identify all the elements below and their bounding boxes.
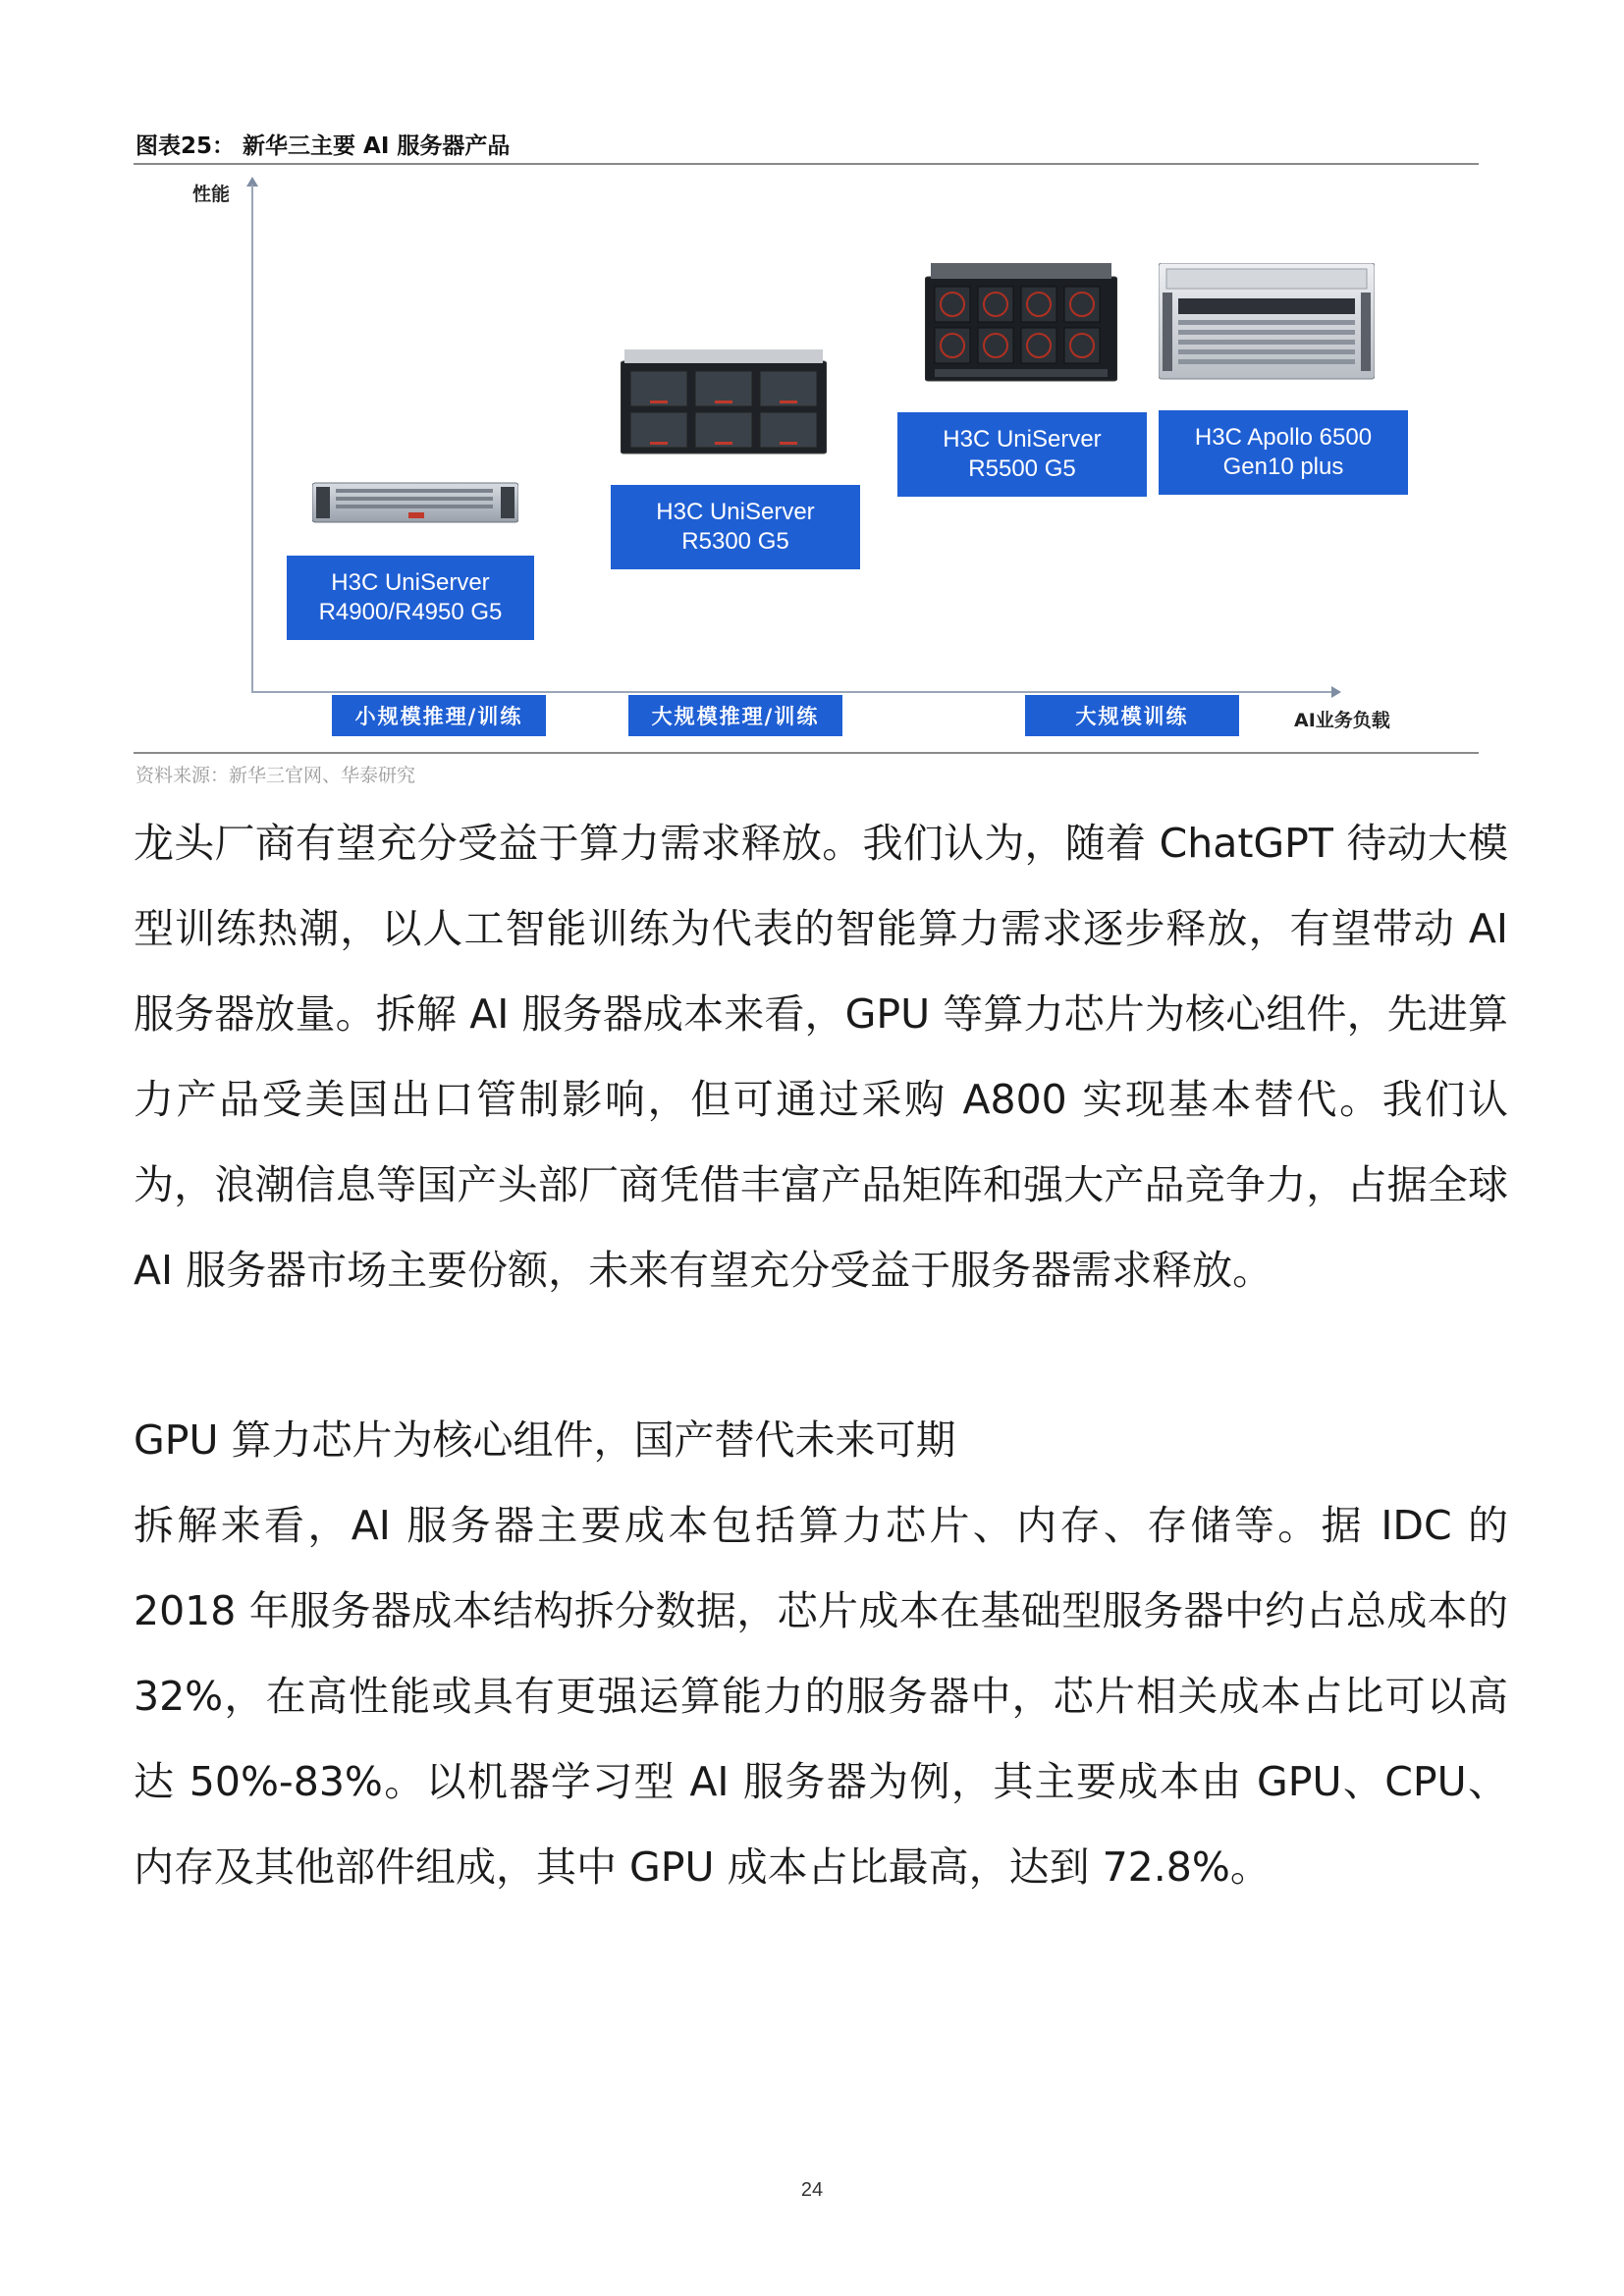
page-number: 24 [800,2179,824,2201]
product-label-r5500 [897,412,1147,497]
server-image-r5300 [621,349,827,457]
category-large-inference: 大规模推理/训练 [628,695,842,736]
category-large-training: 大规模训练 [1025,695,1239,736]
paragraph-text: 龙头厂商有望充分受益于算力需求释放。我们认为，随着 ChatGPT 待动大模型训练热潮，以人工智能训练为代表的智能算力需求逐步释放，有望带动 AI 服务器放量。拆解 AI 服务器成本来看，GPU 等算力芯片为核心组件，先进算力产品受美国出口管制影响，但可通过采购 A800 实现基本替代。我们认为，浪潮信息等国产头部厂商凭借丰富产品矩阵和强大产品竞争力，占据全球 AI 服务器市场主要份额，未来有望充分受益于服务器需求释放。 [134,820,1508,1294]
product-name: H3C UniServer [656,499,815,525]
x-axis [251,691,1331,693]
product-name: H3C UniServer [943,426,1102,453]
product-model: R5500 G5 [968,455,1076,482]
category-small-scale: 小规模推理/训练 [332,695,546,736]
x-axis-label: AI业务负载 [1294,710,1390,731]
heading-text: GPU 算力芯片为核心组件，国产替代未来可期 [134,1416,956,1464]
figure-title: 图表25： 新华三主要 AI 服务器产品 [135,133,511,159]
server-image-apollo6500 [1159,263,1375,381]
product-model: R5300 G5 [681,528,789,555]
section-heading [134,1398,1508,1483]
product-label-apollo6500 [1159,410,1408,495]
y-axis-label: 性能 [192,184,231,205]
product-name: H3C UniServer [331,569,490,596]
figure-top-rule [134,163,1479,165]
x-axis-arrow-icon [1331,686,1341,698]
product-model: R4900/R4950 G5 [318,599,503,625]
paragraph-text: 拆解来看，AI 服务器主要成本包括算力芯片、内存、存储等。据 IDC 的 2018 年服务器成本结构拆分数据，芯片成本在基础型服务器中约占总成本的 32%，在高性能或具有更强运算能力的服务器中，芯片相关成本占比可以高达 50%-83%。以机器学习型 AI 服务器为例，其主要成本由 GPU、CPU、内存及其他部件组成，其中 GPU 成本占比最高，达到 72.8%。 [134,1502,1508,1891]
product-name: H3C Apollo 6500 [1194,424,1373,451]
figure-source: 资料来源：新华三官网、华泰研究 [135,765,416,786]
body-paragraph-1 [134,801,1508,1313]
y-axis [251,185,253,693]
server-image-r5500 [925,263,1117,385]
body-paragraph-2 [134,1483,1508,1910]
product-model: Gen10 plus [1222,454,1344,480]
product-label-r5300 [611,485,860,569]
figure-bottom-rule [134,752,1479,754]
server-image-r4900 [312,477,518,528]
product-label-r4900 [287,556,534,640]
